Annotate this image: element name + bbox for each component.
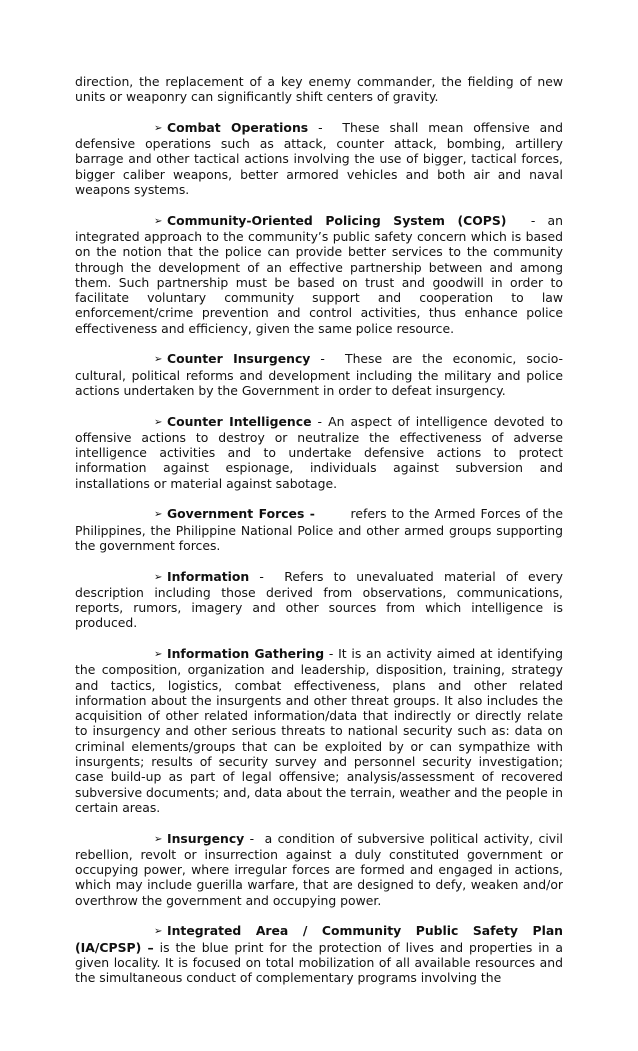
definition-government-forces xyxy=(75,506,563,553)
definition-counter-intelligence xyxy=(75,414,563,491)
arrow-bullet-icon: ➢ xyxy=(154,571,163,583)
definition-text: These are the economic, socio-cultural, political reforms and development including the military and police actions undertaken by the Government in order to defeat insurgency. xyxy=(75,351,563,398)
definition-cops xyxy=(75,213,563,336)
definition-separator: - xyxy=(506,212,548,228)
definition-text: An aspect of intelligence devoted to offensive actions to destroy or neutralize the effectiveness of adverse intelligence activities and to undertake defensive actions to protect information against espionage, individuals against subversion and installations or material against sabotage. xyxy=(75,413,564,491)
definition-information xyxy=(75,569,563,631)
definition-text: These shall mean offensive and defensive operations such as attack, counter attack, bombing, artillery barrage and other tactical actions involving the use of bigger, tactical forces, bigger caliber weapons, better armored vehicles and both air and naval weapons systems. xyxy=(75,119,563,198)
definition-separator xyxy=(315,506,351,521)
definition-separator: - xyxy=(308,119,343,135)
arrow-bullet-icon: ➢ xyxy=(154,416,163,428)
definition-term: Government Forces - xyxy=(167,506,315,522)
definition-separator: - xyxy=(310,351,345,367)
definition-text: an integrated approach to the community’s public safety concern which is based on the notion that the police can provide better services to the community through the development of an effective partnership between and among them. Such partnership must be based on trust and goodwill in order to facilitate voluntary community support and cooperation to law enforcement/crime prevention and control activities, thus enhance police effectiveness and efficiency, given the same police resource. xyxy=(75,212,563,336)
definition-term: Information xyxy=(167,568,250,584)
definition-insurgency xyxy=(75,831,563,908)
arrow-bullet-icon: ➢ xyxy=(154,926,163,938)
definition-counter-insurgency xyxy=(75,351,563,398)
arrow-bullet-icon: ➢ xyxy=(154,833,163,845)
definition-ia-cpsp xyxy=(75,923,563,985)
definition-term: Information Gathering xyxy=(167,645,325,661)
definition-term: Counter Insurgency xyxy=(167,351,311,367)
definition-text: refers to the Armed Forces of the Philippines, the Philippine National Police and other armed groups supporting the government forces. xyxy=(75,506,563,553)
definition-combat-operations xyxy=(75,120,563,197)
definition-separator: - xyxy=(244,830,265,846)
definition-text: Refers to unevaluated material of every description including those derived from observations, communications, reports, rumors, imagery and other sources from which intelligence is produced. xyxy=(75,568,563,631)
definition-text: It is an activity aimed at identifying the composition, organization and leadership, disposition, training, strategy and tactics, logistics, combat effectiveness, plans and other related information about the insurgents and other threat groups. It also includes the acquisition of other related information/data that indirectly or directly relate to insurgency and other serious threats to national security such as: data on criminal elements/groups that can be exploited by or can sympathize with insurgents; results of security survey and personnel security investigation; case build-up as part of legal offensive; analysis/assessment of recovered subversive documents; and, data about the terrain, weather and the people in certain areas. xyxy=(75,645,563,815)
arrow-bullet-icon: ➢ xyxy=(154,354,163,366)
arrow-bullet-icon: ➢ xyxy=(154,122,163,134)
definition-separator: - xyxy=(324,645,339,661)
definition-information-gathering xyxy=(75,646,563,815)
definition-term: Insurgency xyxy=(167,830,245,846)
intro-paragraph: direction, the replacement of a key enemy commander, the fielding of new units or weaponry can significantly shift centers of gravity. xyxy=(75,74,563,105)
arrow-bullet-icon: ➢ xyxy=(154,648,163,660)
definition-term: Combat Operations xyxy=(167,119,309,135)
definition-term: Community-Oriented Policing System (COPS) xyxy=(167,212,507,228)
definition-text: a condition of subversive political activity, civil rebellion, revolt or insurrection against a duly constituted government or occupying power, where irregular forces are formed and engaged in actions, which may include guerilla warfare, that are designed to defy, weaken and/or overthrow the government and occupying power. xyxy=(75,830,563,908)
definition-text: is the blue print for the protection of lives and properties in a given locality. It is focused on total mobilization of all available resources and the simultaneous conduct of complementary programs involving the xyxy=(75,939,563,986)
definition-separator: - xyxy=(311,413,329,429)
definition-separator: - xyxy=(249,568,285,584)
arrow-bullet-icon: ➢ xyxy=(154,509,163,521)
definition-term: Counter Intelligence xyxy=(167,413,312,429)
definition-term: Integrated Area / Community Public Safety Plan (IA/CPSP) – xyxy=(75,923,563,955)
arrow-bullet-icon: ➢ xyxy=(154,215,163,227)
document-page xyxy=(75,74,563,1001)
